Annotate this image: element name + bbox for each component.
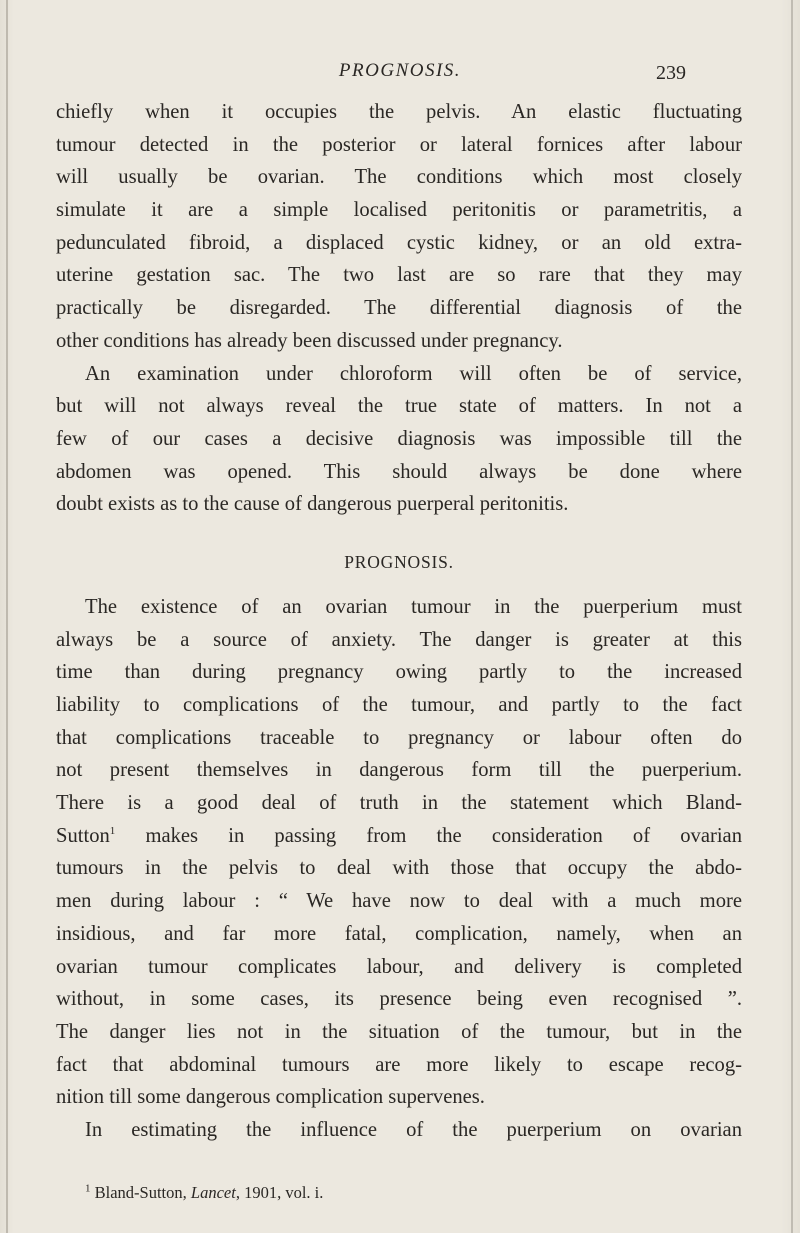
- footnote-journal: Lancet: [190, 1183, 236, 1202]
- text-line: abdomen was opened. This should always be done where: [56, 460, 742, 483]
- text-line: uterine gestation sac. The two last are so rare that they may: [56, 264, 742, 287]
- text-line-with-footnote-ref: [56, 820, 742, 853]
- footnote-citation: , 1901, vol. i.: [235, 1183, 324, 1202]
- text-line: An examination under chloroform will often be of service,: [85, 362, 742, 385]
- footnote-author: Bland-Sutton,: [94, 1183, 191, 1202]
- footnote-marker: 1: [85, 1182, 91, 1195]
- footnote: [85, 1183, 725, 1203]
- text-line: not present themselves in dangerous form till the puerperium.: [56, 759, 742, 782]
- footnote-reference: 1: [109, 824, 116, 837]
- text-line: pedunculated fibroid, a displaced cystic kidney, or an old extra-: [56, 231, 742, 254]
- text-line: tumours in the pelvis to deal with those that occupy the abdo-: [56, 857, 742, 880]
- text-line: other conditions has already been discussed under pregnancy.: [56, 329, 563, 352]
- text-line: simulate it are a simple localised peritonitis or parametritis, a: [56, 199, 742, 222]
- body-text: [56, 96, 742, 1147]
- text-line: practically be disregarded. The differential diagnosis of the: [56, 297, 742, 320]
- section-heading: PROGNOSIS.: [344, 551, 454, 572]
- text-line: insidious, and far more fatal, complication, namely, when an: [56, 922, 742, 945]
- page-number: 239: [656, 62, 686, 84]
- text-line: will usually be ovarian. The conditions which most closely: [56, 166, 742, 189]
- text-line: that complications traceable to pregnancy or labour often do: [56, 726, 742, 749]
- text-line: There is a good deal of truth in the statement which Bland-: [56, 792, 742, 815]
- text-line: always be a source of anxiety. The danger is greater at this: [56, 628, 742, 651]
- text-line: The existence of an ovarian tumour in the puerperium must: [85, 595, 742, 618]
- text-line: nition till some dangerous complication supervenes.: [56, 1086, 485, 1109]
- text-line: The danger lies not in the situation of the tumour, but in the: [56, 1020, 742, 1043]
- text-line: ovarian tumour complicates labour, and delivery is completed: [56, 955, 742, 978]
- text-line: but will not always reveal the true state of matters. In not a: [56, 395, 742, 418]
- page-gutter-edge: [6, 0, 8, 1233]
- text-line: men during labour : “ We have now to deal with a much more: [56, 890, 742, 913]
- text-line: time than during pregnancy owing partly to the increased: [56, 661, 742, 684]
- text-line: doubt exists as to the cause of dangerous puerperal peritonitis.: [56, 493, 569, 516]
- text-line: liability to complications of the tumour, and partly to the fact: [56, 694, 742, 716]
- text-line: without, in some cases, its presence being even recognised ”.: [56, 988, 742, 1011]
- page-header: [0, 56, 800, 88]
- text-line: fact that abdominal tumours are more likely to escape recog-: [56, 1053, 742, 1076]
- text-line: chiefly when it occupies the pelvis. An elastic fluctuating: [56, 101, 742, 123]
- text-span: makes in passing from the consideration of ovarian: [115, 824, 742, 847]
- text-line: In estimating the influence of the puerperium on ovarian: [85, 1118, 742, 1141]
- text-line: tumour detected in the posterior or lateral fornices after labour: [56, 133, 742, 156]
- text-line: few of our cases a decisive diagnosis was impossible till the: [56, 427, 742, 450]
- text-span: Sutton: [56, 824, 110, 847]
- page-right-edge: [791, 0, 793, 1233]
- running-title: PROGNOSIS.: [338, 60, 462, 81]
